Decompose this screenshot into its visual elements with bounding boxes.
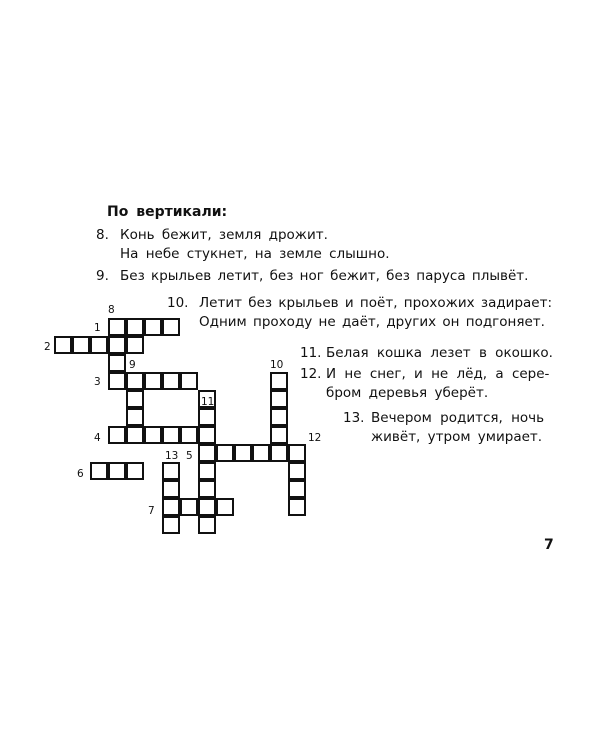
clue-12-line-2: бром деревья уберёт. xyxy=(326,385,489,401)
crossword-cell[interactable] xyxy=(270,408,288,426)
clue-11-line-1: Белая кошка лезет в окошко. xyxy=(326,345,553,361)
crossword-cell[interactable] xyxy=(162,462,180,480)
crossword-cell[interactable] xyxy=(198,516,216,534)
crossword-cell[interactable] xyxy=(108,354,126,372)
crossword-cell[interactable] xyxy=(126,318,144,336)
clue-13-line-1: Вечером родится, ночь xyxy=(371,410,545,426)
crossword-cell[interactable] xyxy=(288,444,306,462)
crossword-cell[interactable] xyxy=(108,318,126,336)
crossword-cell[interactable] xyxy=(108,372,126,390)
crossword-cell[interactable] xyxy=(90,336,108,354)
crossword-cell[interactable] xyxy=(144,426,162,444)
clue-9-line-1: Без крыльев летит, без ног бежит, без паруса плывёт. xyxy=(120,268,529,284)
crossword-cell[interactable] xyxy=(54,336,72,354)
crossword-cell[interactable] xyxy=(72,336,90,354)
clue-number-11: 11. xyxy=(300,345,322,361)
grid-label-10: 10 xyxy=(270,359,284,371)
crossword-cell[interactable] xyxy=(180,498,198,516)
crossword-cell[interactable] xyxy=(162,480,180,498)
crossword-cell[interactable] xyxy=(108,336,126,354)
crossword-cell[interactable] xyxy=(288,498,306,516)
crossword-cell[interactable] xyxy=(162,372,180,390)
clue-10-line-2: Одним проходу не даёт, других он подгоняет. xyxy=(199,314,545,330)
clue-12-line-1: И не снег, и не лёд, а сере- xyxy=(326,366,550,382)
clue-number-13: 13. xyxy=(343,410,365,426)
crossword-cell[interactable] xyxy=(144,318,162,336)
crossword-cell[interactable] xyxy=(126,390,144,408)
crossword-cell[interactable] xyxy=(234,444,252,462)
crossword-cell[interactable] xyxy=(126,372,144,390)
crossword-cell[interactable] xyxy=(252,444,270,462)
crossword-cell[interactable] xyxy=(144,372,162,390)
crossword-cell[interactable] xyxy=(126,462,144,480)
grid-label-13: 13 xyxy=(165,450,179,462)
clue-number-8: 8. xyxy=(96,227,109,243)
crossword-cell[interactable] xyxy=(126,336,144,354)
grid-label-2: 2 xyxy=(44,341,51,353)
crossword-cell[interactable] xyxy=(126,426,144,444)
crossword-cell[interactable] xyxy=(180,372,198,390)
crossword-cell[interactable] xyxy=(270,426,288,444)
crossword-cell[interactable] xyxy=(288,462,306,480)
grid-label-9: 9 xyxy=(129,359,136,371)
crossword-cell[interactable] xyxy=(162,318,180,336)
crossword-cell[interactable] xyxy=(108,426,126,444)
clue-number-10: 10. xyxy=(167,295,189,311)
grid-label-5: 5 xyxy=(186,450,193,462)
crossword-cell[interactable] xyxy=(162,426,180,444)
crossword-cell[interactable] xyxy=(162,516,180,534)
grid-label-8: 8 xyxy=(108,304,115,316)
crossword-cell[interactable] xyxy=(198,408,216,426)
crossword-cell[interactable] xyxy=(126,408,144,426)
crossword-cell[interactable] xyxy=(198,462,216,480)
clue-number-12: 12. xyxy=(300,366,322,382)
grid-label-3: 3 xyxy=(94,376,101,388)
crossword-cell[interactable] xyxy=(216,498,234,516)
crossword-cell[interactable] xyxy=(198,444,216,462)
crossword-cell[interactable] xyxy=(288,480,306,498)
crossword-cell[interactable] xyxy=(216,444,234,462)
clue-number-9: 9. xyxy=(96,268,109,284)
clue-8-line-1: Конь бежит, земля дрожит. xyxy=(120,227,328,243)
crossword-cell[interactable] xyxy=(108,462,126,480)
grid-label-7: 7 xyxy=(148,505,155,517)
crossword-cell[interactable] xyxy=(90,462,108,480)
clue-10-line-1: Летит без крыльев и поёт, прохожих задирает: xyxy=(199,295,553,311)
crossword-cell[interactable] xyxy=(270,390,288,408)
page-number: 7 xyxy=(544,537,554,553)
crossword-cell[interactable] xyxy=(162,498,180,516)
crossword-cell[interactable] xyxy=(270,444,288,462)
section-heading: По вертикали: xyxy=(107,204,228,220)
crossword-cell[interactable] xyxy=(198,426,216,444)
clue-8-line-2: На небе стукнет, на земле слышно. xyxy=(120,246,390,262)
crossword-cell[interactable] xyxy=(198,498,216,516)
crossword-cell[interactable] xyxy=(270,372,288,390)
grid-label-6: 6 xyxy=(77,468,84,480)
crossword-cell[interactable] xyxy=(180,426,198,444)
clue-13-line-2: живёт, утром умирает. xyxy=(371,429,543,445)
grid-label-4: 4 xyxy=(94,432,101,444)
grid-label-1: 1 xyxy=(94,322,101,334)
grid-label-12: 12 xyxy=(308,432,322,444)
grid-label-11: 11 xyxy=(201,396,215,408)
crossword-cell[interactable] xyxy=(198,480,216,498)
